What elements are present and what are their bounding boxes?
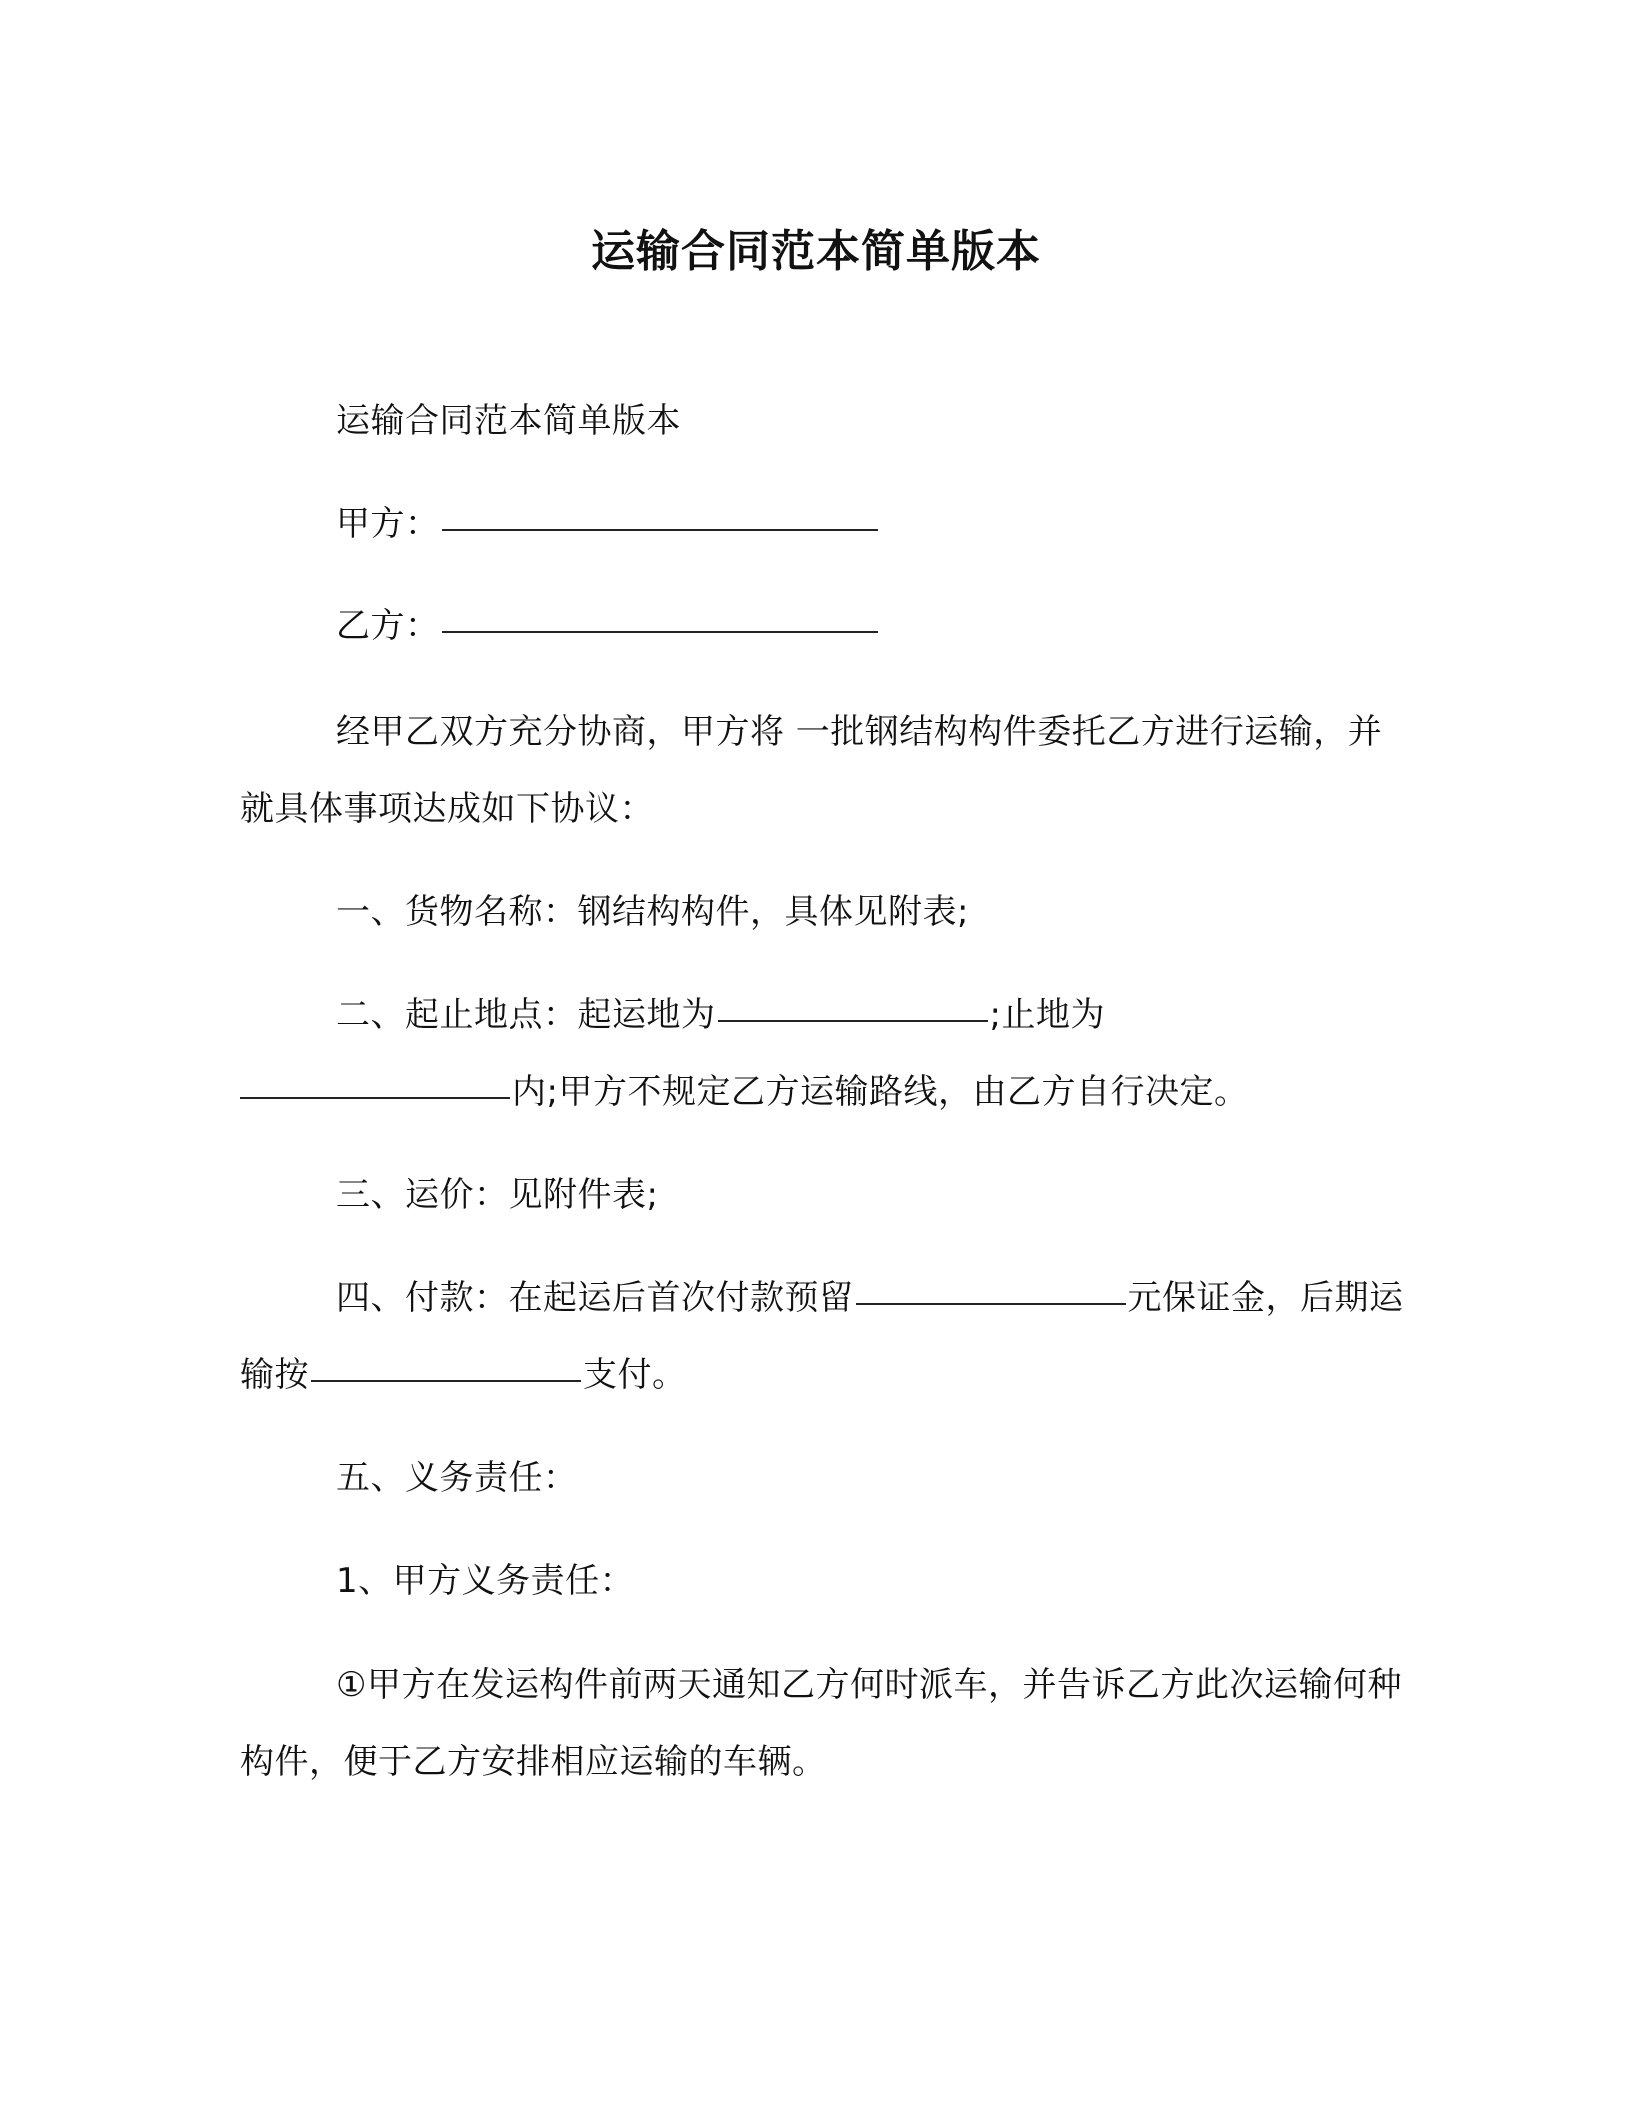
clause-payment-text-2: 元保证金，后期运输按 xyxy=(240,1278,1404,1395)
clause-locations-text-1: 二、起止地点：起运地为 xyxy=(336,995,716,1035)
clause-payment-text-3: 支付。 xyxy=(583,1355,687,1395)
party-b-line xyxy=(240,588,1410,665)
clause-freight: 三、运价：见附件表; xyxy=(336,1175,659,1215)
clause-party-a-obligation-1: ①甲方在发运构件前两天通知乙方何时派车，并告诉乙方此次运输何种构件，便于乙方安排相应运输的车辆。 xyxy=(240,1665,1402,1782)
clause-locations xyxy=(240,977,1410,1131)
party-b-blank xyxy=(442,631,878,633)
destination-blank xyxy=(240,1097,510,1099)
party-b-label: 乙方： xyxy=(336,606,440,646)
clause-payment xyxy=(240,1260,1410,1414)
clause-obligations: 五、义务责任： xyxy=(336,1458,578,1498)
deposit-blank xyxy=(856,1303,1126,1305)
document-title: 运输合同范本简单版本 xyxy=(591,226,1041,277)
payment-method-blank xyxy=(311,1380,581,1382)
clause-locations-text-2: ;止地为 xyxy=(989,995,1105,1035)
party-a-blank xyxy=(442,529,878,531)
clause-party-a-obligations: 1、甲方义务责任： xyxy=(336,1561,635,1601)
origin-blank xyxy=(718,1020,988,1022)
intro-paragraph: 经甲乙双方充分协商，甲方将 一批钢结构构件委托乙方进行运输，并就具体事项达成如下协议： xyxy=(240,712,1383,829)
party-a-line xyxy=(240,486,1410,563)
clause-goods-name: 一、货物名称：钢结构构件，具体见附表; xyxy=(336,892,969,932)
party-a-label: 甲方： xyxy=(336,504,440,544)
clause-locations-text-3: 内;甲方不规定乙方运输路线，由乙方自行决定。 xyxy=(512,1072,1249,1112)
subtitle-paragraph: 运输合同范本简单版本 xyxy=(336,401,681,441)
clause-payment-text-1: 四、付款：在起运后首次付款预留 xyxy=(336,1278,854,1318)
